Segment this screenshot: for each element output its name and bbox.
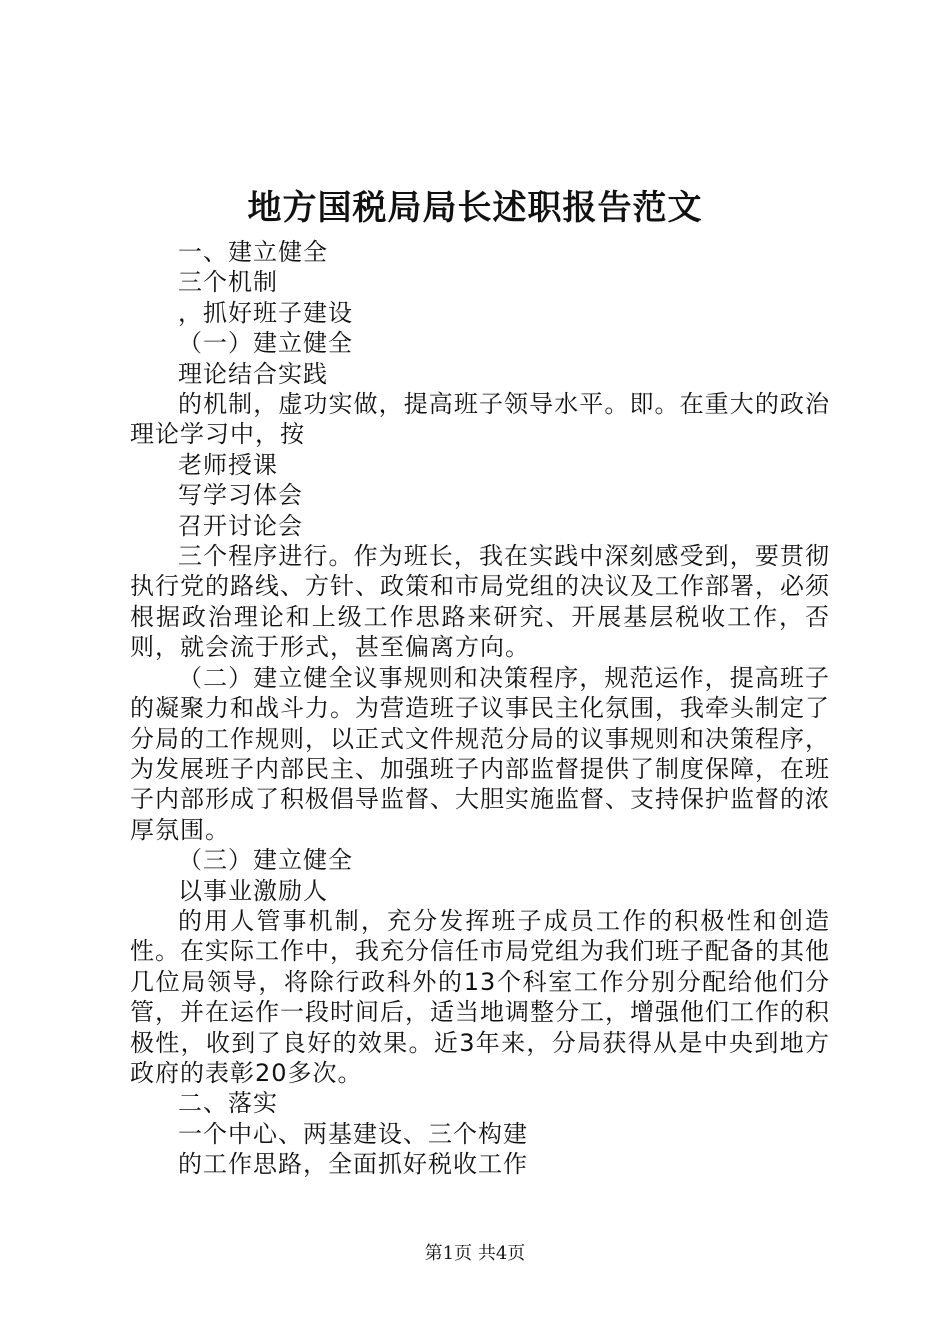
paragraph: 召开讨论会 (178, 511, 303, 540)
paragraph: 写学习体会 (178, 481, 303, 510)
paragraph: 三个机制 (178, 268, 278, 297)
page-footer: 第1页 共4页 (424, 1243, 526, 1264)
paragraph: 以事业激励人 (178, 876, 328, 905)
paragraph: 二、落实 (178, 1089, 278, 1118)
paragraph: 三个程序进行。作为班长，我在实践中深刻感受到，要贯彻执行党的路线、方针、政策和市局党组的决议及工作部署，必须根据政治理论和上级工作思路来研究、开展基层税收工作，否则，就会流于形式，甚至偏离方向。 (130, 542, 830, 662)
paragraph: （三）建立健全 (178, 846, 353, 875)
paragraph: 的工作思路，全面抓好税收工作 (178, 1150, 528, 1179)
paragraph: 的机制，虚功实做，提高班子领导水平。即。在重大的政治理论学习中，按 (130, 390, 830, 449)
paragraph: 理论结合实践 (178, 359, 328, 388)
paragraph: ，抓好班子建设 (178, 298, 353, 327)
paragraph: 一个中心、两基建设、三个构建 (178, 1119, 528, 1148)
document-title: 地方国税局局长述职报告范文 (247, 188, 703, 228)
paragraph: （一）建立健全 (178, 329, 353, 358)
paragraph: 一、建立健全 (178, 238, 328, 266)
paragraph: 老师授课 (178, 450, 278, 479)
paragraph: 的用人管事机制，充分发挥班子成员工作的积极性和创造性。在实际工作中，我充分信任市局党组为我们班子配备的其他几位局领导，将除行政科外的13个科室工作分别分配给他们分管，并在运作一段时间后，适当地调整分工，增强他们工作的积极性，收到了良好的效果。近3年来，分局获得从是中央到地方政府的表彰20多次。 (130, 906, 830, 1087)
paragraph: （二）建立健全议事规则和决策程序，规范运作，提高班子的凝聚力和战斗力。为营造班子议事民主化氛围，我牵头制定了分局的工作规则，以正式文件规范分局的议事规则和决策程序，为发展班子内部民主、加强班子内部监督提供了制度保障，在班子内部形成了积极倡导监督、大胆实施监督、支持保护监督的浓厚氛围。 (130, 663, 830, 844)
document-body (130, 237, 830, 1180)
